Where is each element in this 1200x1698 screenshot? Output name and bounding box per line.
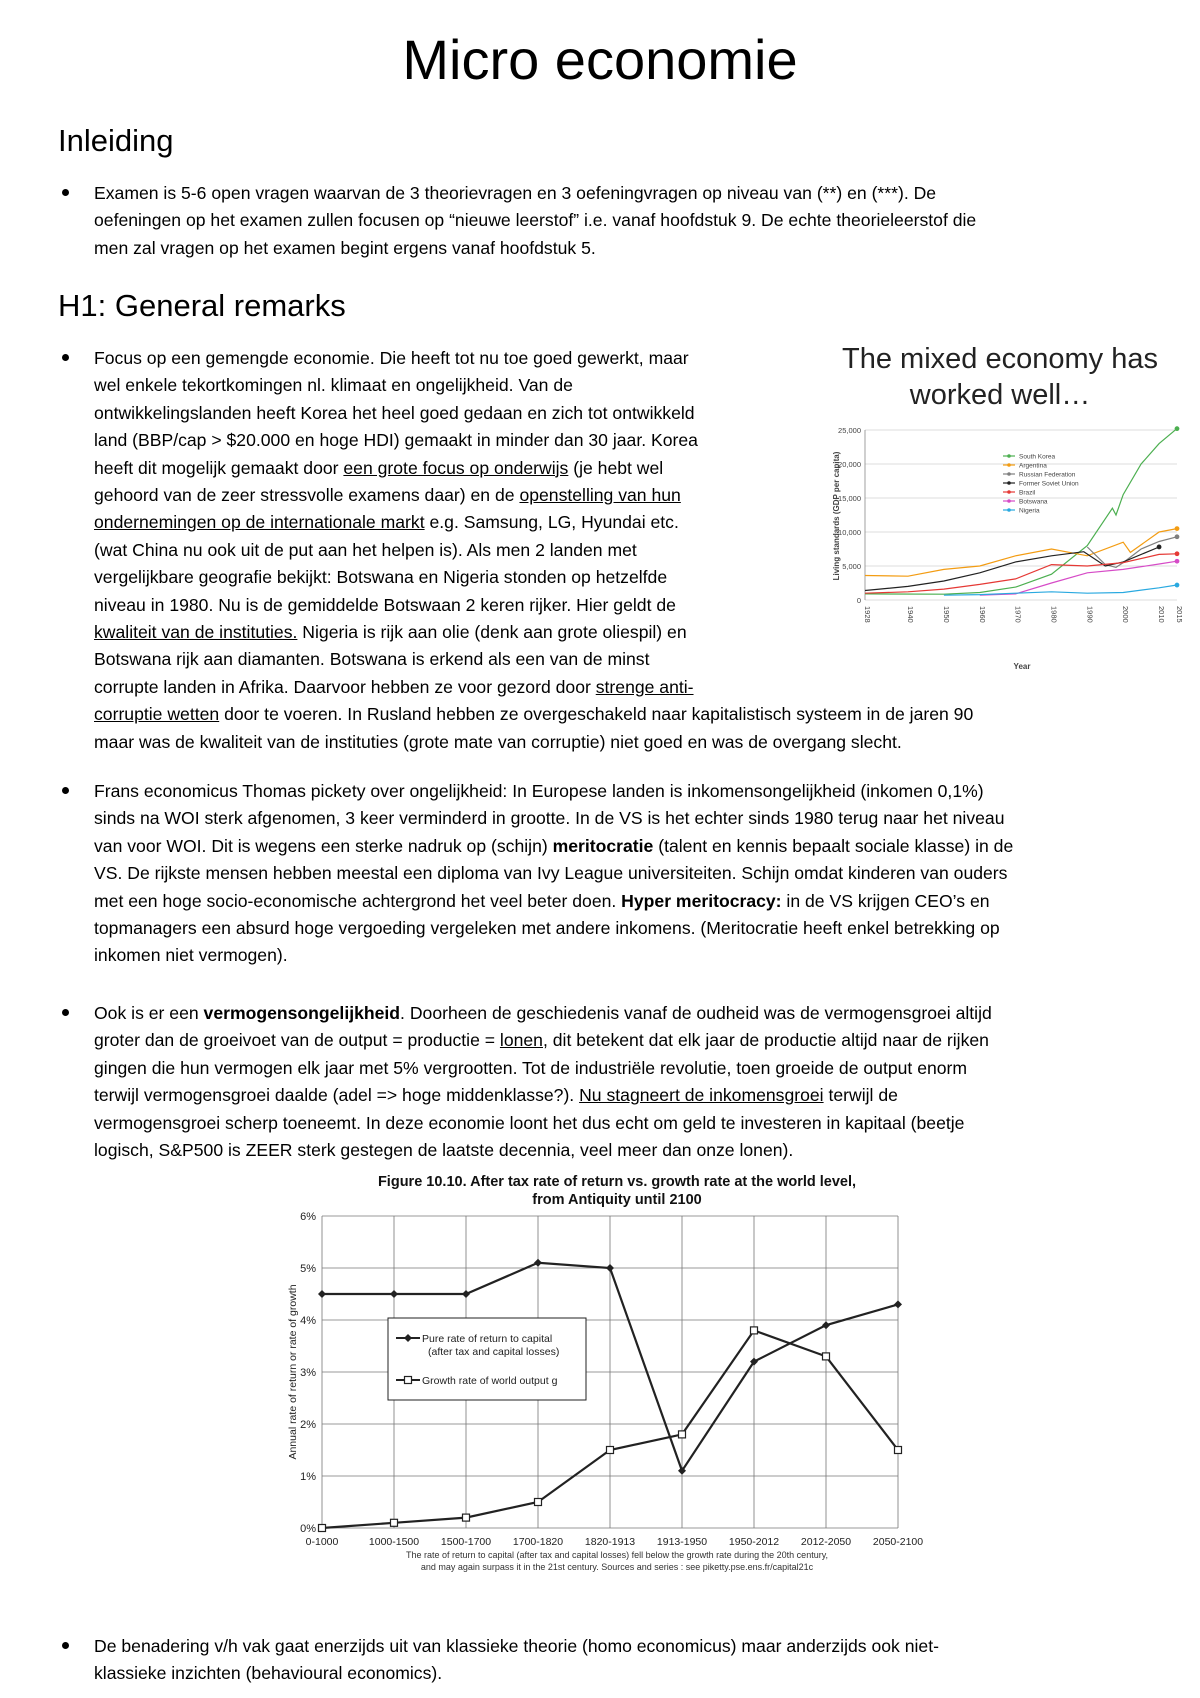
data-point-return-to-capital [390, 1290, 398, 1298]
text-line: inkomen niet vermogen). [94, 945, 288, 966]
text-line: Ook is er een vermogensongelijkheid. Doorheen de geschiedenis vanaf de oudheid was de vermogensgroei altijd [94, 1003, 992, 1023]
series-end-point [1175, 534, 1180, 539]
underlined-text: corruptie wetten [94, 704, 220, 725]
y-tick-label: 25,000 [838, 426, 861, 435]
underlined-text: lonen [499, 1030, 543, 1051]
y-axis-label: Living standards (GDP per capita) [832, 451, 841, 581]
page-title: Micro economie [402, 28, 798, 91]
text-line: De benadering v/h vak gaat enerzijds uit van klassieke theorie (homo economicus) maar anderzijds ook niet- [94, 1636, 939, 1656]
legend-label-return: Pure rate of return to capital [422, 1333, 553, 1345]
legend-label: Russian Federation [1019, 471, 1076, 479]
bullet-dot [62, 1642, 69, 1649]
data-point-growth-rate [319, 1525, 326, 1532]
y-tick-label: 10,000 [838, 528, 861, 537]
series-line-argentina [865, 529, 1177, 577]
data-point-return-to-capital [894, 1300, 902, 1308]
data-point-growth-rate [751, 1327, 758, 1334]
y-tick-label: 3% [300, 1367, 316, 1379]
text-line: gehoord van de zeer stressvolle examens daar) en de openstelling van hun [94, 485, 681, 506]
legend-marker [1007, 454, 1011, 458]
bullet-dot [62, 189, 69, 196]
x-tick-label: 1820-1913 [584, 1536, 636, 1548]
data-point-growth-rate [823, 1353, 830, 1360]
y-tick-label: 1% [300, 1471, 316, 1483]
text-line: heeft dit mogelijk gemaakt door een grote focus op onderwijs (je hebt wel [94, 457, 664, 478]
text-line: VS. De rijkste mensen hebben meestal een diploma van Ivy League universiteiten. Schijn omdat kinderen van ouders [94, 863, 1008, 884]
series-end-point [1175, 583, 1180, 588]
underlined-text: Nu stagneert de inkomensgroei [579, 1085, 824, 1106]
text-line: topmanagers een absurd hoge vergoeding vergeleken met andere inkomens. (Meritocratie heeft enkel betrekking op [94, 918, 1000, 939]
legend-label-growth: Growth rate of world output g [422, 1375, 558, 1387]
x-tick-label: 1940 [906, 606, 916, 623]
paragraph-inequality [94, 778, 1154, 970]
data-point-growth-rate [607, 1447, 614, 1454]
x-tick-label: 1500-1700 [440, 1536, 492, 1548]
data-point-growth-rate [679, 1431, 686, 1438]
bullet-dot [62, 787, 69, 794]
paragraph-inleiding [94, 180, 1154, 262]
text-line: corruptie wetten door te voeren. In Rusland hebben ze overgeschakeld naar kapitalistisch systeem in de jaren 90 [94, 704, 974, 725]
legend-label: South Korea [1019, 453, 1056, 461]
x-tick-label: 1000-1500 [368, 1536, 420, 1548]
x-tick-label: 1913-1950 [656, 1536, 708, 1548]
y-tick-label: 20,000 [838, 460, 861, 469]
series-end-point [1157, 545, 1162, 550]
x-tick-label: 2000 [1121, 606, 1131, 623]
legend-label: Nigeria [1019, 507, 1040, 515]
series-line-brazil [865, 554, 1177, 593]
y-tick-label: 4% [300, 1315, 316, 1327]
underlined-text: kwaliteit van de instituties. [94, 622, 298, 643]
legend-marker [1007, 490, 1011, 494]
underlined-text: openstelling van hun [519, 485, 681, 506]
chart-subtitle: from Antiquity until 2100 [532, 1192, 702, 1208]
text-line: sinds na WOI sterk afgenomen, 3 keer verminderd in grootte. In de VS is het echter sinds 1980 terug naar het niveau [94, 808, 1005, 829]
text-line: gingen die hun vermogen elk jaar met 5% vergrootten. Tot de industriële revolutie, toen groeide de output enorm [94, 1057, 968, 1078]
data-point-growth-rate [463, 1514, 470, 1521]
piketty-figure-chart [280, 1168, 960, 1578]
text-line: groter dan de groeivoet van de output = productie = lonen, dit betekent dat elk jaar de productie altijd naar de rijken [94, 1030, 989, 1051]
legend-box [388, 1318, 586, 1400]
x-tick-label: 1980 [1049, 606, 1059, 623]
data-point-growth-rate [535, 1499, 542, 1506]
bullet-dot [62, 354, 69, 361]
x-tick-label: 1928 [863, 606, 872, 623]
bullet-dot [62, 1009, 69, 1016]
x-tick-label: 2015 [1175, 606, 1184, 623]
data-point-return-to-capital [534, 1259, 542, 1267]
y-tick-label: 0% [300, 1523, 316, 1535]
legend-marker [1007, 499, 1011, 503]
legend-label: Brazil [1019, 489, 1036, 497]
series-end-point [1175, 426, 1180, 431]
legend-marker [1007, 481, 1011, 485]
data-point-return-to-capital [606, 1264, 614, 1272]
text-line: kwaliteit van de instituties. Nigeria is rijk aan olie (denk aan grote oliespil) en [94, 622, 687, 643]
y-tick-label: 5,000 [842, 562, 861, 571]
x-tick-label: 1990 [1085, 606, 1095, 623]
legend-marker [1007, 463, 1011, 467]
text-line: land (BBP/cap > $20.000 en hoge HDI) gemaakt in minder dan 30 jaar. Korea [94, 430, 698, 451]
text-line: logisch, S&P500 is ZEER sterk gestegen de laatste decennia, veel meer dan onze lonen). [94, 1140, 794, 1161]
text-line: Focus op een gemengde economie. Die heeft tot nu toe goed gewerkt, maar [94, 348, 689, 368]
chart-caption-line2: and may again surpass it in the 21st century. Sources and series : see piketty.pse.ens.fr/capital21c [420, 1562, 814, 1572]
x-tick-label: 1700-1820 [512, 1536, 564, 1548]
x-tick-label: 1950-2012 [728, 1536, 780, 1548]
x-tick-label: 2050-2100 [872, 1536, 924, 1548]
section-heading-h1: H1: General remarks [58, 288, 346, 323]
series-end-point [1175, 559, 1180, 564]
y-tick-label: 5% [300, 1263, 316, 1275]
chart-caption-line1: The rate of return to capital (after tax and capital losses) fell below the growth rate during the 20th century, [405, 1550, 829, 1560]
underlined-text: een grote focus op onderwijs [343, 457, 569, 478]
text-line: (wat China nu ook uit de put aan het helpen is). Als men 2 landen met [94, 539, 637, 560]
data-point-growth-rate [391, 1519, 398, 1526]
y-tick-label: 6% [300, 1211, 316, 1223]
legend-label: Former Soviet Union [1019, 480, 1079, 488]
text-line: wel enkele tekortkomingen nl. klimaat en ongelijkheid. Van de [94, 375, 573, 396]
legend-marker-growth [405, 1377, 412, 1384]
series-line-nigeria [944, 585, 1177, 595]
text-line: maar was de kwaliteit van de instituties (grote mate van corruptie) niet goed en was de overgang slecht. [94, 731, 902, 752]
x-tick-label: 1960 [977, 606, 987, 623]
underlined-text: strenge anti- [595, 676, 694, 697]
x-tick-label: 2012-2050 [800, 1536, 852, 1548]
text-line: ontwikkelingslanden heeft Korea het heel goed gedaan en zich tot ontwikkeld [94, 402, 695, 423]
chart-title-line1: The mixed economy has [842, 343, 1158, 375]
text-line: klassieke inzichten (behavioural economics). [94, 1663, 443, 1684]
data-point-return-to-capital [462, 1290, 470, 1298]
text-line: vermogensgroei scherp toeneemt. In deze economie loont het dus echt om geld te investeren in kapitaal (beetje [94, 1112, 965, 1133]
underlined-text: ondernemingen op de internationale markt [94, 512, 425, 533]
data-point-return-to-capital [822, 1321, 830, 1329]
series-end-point [1175, 526, 1180, 531]
x-tick-label: 0-1000 [305, 1536, 339, 1548]
y-axis-label: Annual rate of return or rate of growth [287, 1284, 299, 1460]
text-line: met een hoge socio-economische achtergrond het veel beter doen. Hyper meritocracy: in de VS krijgen CEO’s en [94, 890, 990, 911]
paragraph-wealth-inequality [94, 1000, 1154, 1164]
text-line: ondernemingen op de internationale markt e.g. Samsung, LG, Hyundai etc. [94, 512, 679, 533]
legend-label-return-2: (after tax and capital losses) [428, 1346, 560, 1358]
text-line: corrupte landen in Afrika. Daarvoor hebben ze voor gezord door strenge anti- [94, 676, 694, 697]
legend-label: Botswana [1019, 498, 1048, 506]
text-line: terwijl vermogensgroei daalde (adel => hoge middenklasse?). Nu stagneert de inkomensgroei terwijl de [94, 1085, 898, 1106]
series-line-former-soviet-union [865, 547, 1159, 591]
chart-title: Figure 10.10. After tax rate of return vs. growth rate at the world level, [377, 1174, 857, 1190]
series-end-point [1175, 551, 1180, 556]
legend-marker [1007, 508, 1011, 512]
data-point-growth-rate [895, 1447, 902, 1454]
x-tick-label: 2010 [1157, 606, 1167, 623]
text-line: oefeningen op het examen zullen focusen op “nieuwe leerstof” i.e. vanaf hoofdstuk 9. De echte theorieleerstof die [94, 210, 977, 231]
legend-marker [1007, 472, 1011, 476]
text-line: men zal vragen op het examen begint ergens vanaf hoofdstuk 5. [94, 237, 596, 258]
text-line: van voor WOI. Dit is wegens een sterke nadruk op (schijn) meritocratie (talent en kennis bepaalt sociale klasse) in de [94, 835, 1014, 856]
text-line: Examen is 5-6 open vragen waarvan de 3 theorievragen en 3 oefeningvragen op niveau van (**) en (***). De [94, 183, 937, 203]
section-heading-inleiding: Inleiding [58, 123, 174, 158]
text-line: niveau in 1980. Nu is de gemiddelde Botswaan 2 keren rijker. Hier geldt de [94, 594, 676, 615]
y-tick-label: 2% [300, 1419, 316, 1431]
x-tick-label: 1950 [941, 606, 951, 623]
text-line: Frans economicus Thomas pickety over ongelijkheid: In Europese landen is inkomensongelijkheid (inkomen 0,1%) [94, 781, 984, 801]
y-tick-label: 0 [856, 596, 861, 605]
paragraph-approach [94, 1633, 1154, 1688]
text-line: vergelijkbare geografie bekijkt: Botswana en Nigeria stonden op hetzelfde [94, 567, 668, 588]
chart-title-line2: worked well… [909, 379, 1091, 411]
x-axis-label: Year [1013, 662, 1031, 671]
data-point-return-to-capital [318, 1290, 326, 1298]
y-tick-label: 15,000 [838, 494, 861, 503]
legend-label: Argentina [1019, 462, 1047, 470]
text-line: Botswana rijk aan diamanten. Botswana is erkend als een van de minst [94, 649, 650, 670]
mixed-economy-chart [815, 336, 1185, 676]
x-tick-label: 1970 [1013, 606, 1023, 623]
